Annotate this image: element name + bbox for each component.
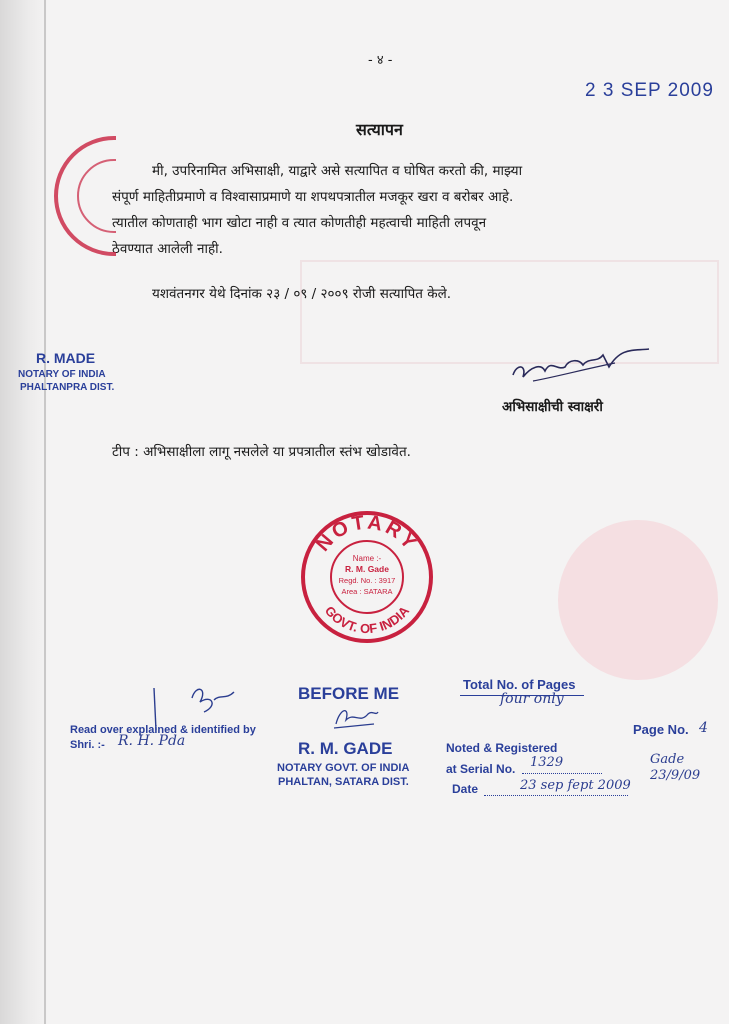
svg-text:NOTARY [312,511,422,555]
heading: सत्यापन [356,120,403,139]
page-no-label: Page No. [633,722,689,737]
before-me-name: R. M. GADE [298,739,393,758]
page-no-value: 4 [699,720,708,736]
left-stamp-name: R. MADE [36,350,96,366]
before-me-title: BEFORE ME [298,684,400,703]
seal-name-label: Name :- [352,554,382,563]
identified-line1: Read over explained & identified by [70,724,256,736]
date-underline [484,795,628,796]
left-stamp-line2: NOTARY OF INDIA [18,369,106,380]
total-pages-label: Total No. of Pages [463,677,576,692]
paragraph-line: ठेवण्यात आलेली नाही. [112,241,223,257]
page-fold-shadow [0,0,48,1024]
deponent-signature-label: अभिसाक्षीची स्वाक्षरी [502,399,603,415]
serial-underline [522,773,602,774]
note: टीप : अभिसाक्षीला लागू नसलेले या प्रपत्रातील स्तंभ खोडावेत. [112,444,411,460]
page-number: - ४ - [368,53,393,68]
before-me-line2: NOTARY GOVT. OF INDIA [277,762,410,774]
date-stamp: 2 3 SEP 2009 [585,80,714,101]
paragraph-line: संपूर्ण माहितीप्रमाणे व विश्वासाप्रमाणे या शपथपत्रातील मजकूर खरा व बरोबर आहे. [112,189,514,205]
deponent-signature [505,337,655,392]
seal-regd: Regd. No. : 3917 [338,576,396,585]
verification-place-date: यशवंतनगर येथे दिनांक २३ / ०९ / २००९ रोजी सत्यापित केले. [152,286,452,302]
seal-name: R. M. Gade [345,564,389,574]
notary-seal [299,509,435,645]
page-no-handwritten: Gade 23/9/09 [650,752,701,783]
notary-signature [330,702,380,732]
paragraph-line: त्यातील कोणताही भाग खोटा नाही व त्यात कोणतीही महत्वाची माहिती लपवून [112,215,487,231]
paragraph-line: मी, उपरिनामित अभिसाक्षी, याद्वारे असे सत्यापित व घोषित करतो की, माझ्या [152,163,523,179]
serial-label: at Serial No. [446,762,516,776]
left-stamp-line3: PHALTANPRA DIST. [20,382,115,393]
seal-top-text: NOTARY [311,511,423,556]
left-red-seal [44,132,116,260]
seal-area: Area : SATARA [341,587,393,596]
total-pages-handwritten: four only [500,691,564,707]
date-value: 23 sep fept 2009 [520,778,631,793]
identified-handwritten: R. H. Pda [118,733,186,749]
before-me-line3: PHALTAN, SATARA DIST. [278,776,409,788]
bleed-through-seal [558,520,718,680]
serial-value: 1329 [530,755,564,770]
seal-bottom-text: GOVT. OF INDIA [321,603,413,637]
identified-line2: Shri. :- [70,739,105,751]
noted-registered: Noted & Registered [446,741,558,755]
date-label: Date [452,782,479,796]
verification-paragraph [112,158,665,262]
